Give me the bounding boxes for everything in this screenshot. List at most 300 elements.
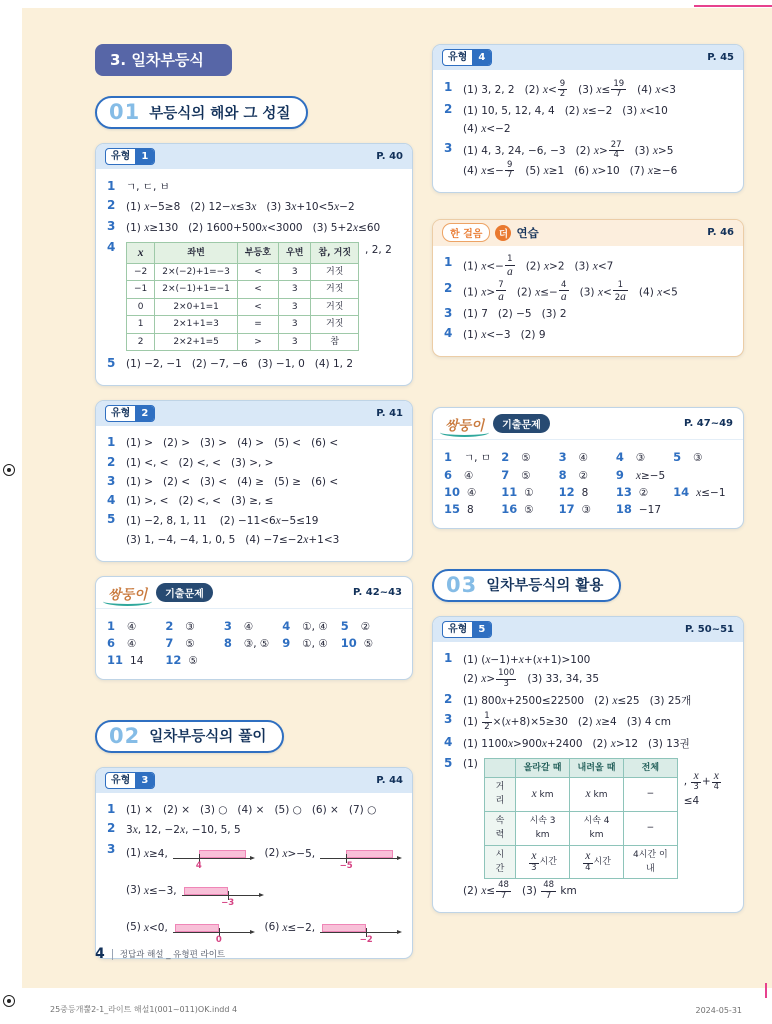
item-number: 1 <box>107 435 116 450</box>
answer-row <box>107 619 404 633</box>
arrowhead-icon <box>397 856 402 860</box>
answer-row <box>444 450 735 465</box>
item-number: 1 <box>444 651 453 665</box>
table-cell: 1 <box>127 316 155 333</box>
answer-number: 15 <box>444 501 461 516</box>
item-number: 3 <box>444 140 453 155</box>
table-cell: −2 <box>127 263 155 280</box>
row-label: 시간 <box>484 845 515 879</box>
section-number: 01 <box>109 100 141 124</box>
registration-mark <box>3 464 15 476</box>
table-cell: 2×0+1=1 <box>155 298 238 315</box>
answer-value: ④ <box>243 620 254 633</box>
sub-item-number: (5) <box>126 921 141 934</box>
table-cell: 3 <box>279 298 311 315</box>
answer-number: 12 <box>558 484 575 499</box>
card-header <box>96 401 412 426</box>
table-header-cell: x <box>127 242 155 263</box>
one-step-practice-card <box>432 219 744 357</box>
item-number: 4 <box>107 239 116 254</box>
page-reference: P. 41 <box>376 407 403 419</box>
table-cell: 2×1+1=3 <box>155 316 238 333</box>
section-number: 03 <box>446 572 478 597</box>
shaded-region <box>322 924 366 932</box>
table-cell: 시속 4 km <box>570 811 624 845</box>
answer-line: (1) > (2) > (3) > (4) > (5) < (6) < <box>126 437 339 450</box>
item-number: 1 <box>444 255 453 270</box>
section-03-header <box>432 569 621 602</box>
type-number: 1 <box>135 149 154 164</box>
item-number: 3 <box>444 306 453 321</box>
answer-value: ④ <box>464 469 474 482</box>
page-reference: P. 50~51 <box>685 623 734 635</box>
arrowhead-icon <box>259 893 264 897</box>
twin-problems-card-1 <box>95 576 413 680</box>
answer-number: 14 <box>673 484 690 499</box>
twin-logo: 쌍둥이 <box>106 583 149 603</box>
answer-item <box>444 80 734 100</box>
arrowhead-icon <box>250 856 255 860</box>
answer-value: ③ <box>635 451 646 464</box>
number-line-item <box>265 919 404 946</box>
answer-item <box>444 735 734 753</box>
card-header <box>433 617 743 642</box>
number-line-item <box>126 845 265 872</box>
answer-item <box>444 756 734 901</box>
type-badge <box>105 405 155 422</box>
table-row <box>484 777 677 811</box>
answer-value: ③, ⑤ <box>243 637 270 650</box>
answer-value: 8 <box>467 503 474 516</box>
number-line-item-empty <box>265 882 404 909</box>
answer-line: (1) 3, 2, 2 (2) x< $\frac{9}{2}$ (3) x≤ $\frac{19}{7}$ (4) x<3 <box>463 78 676 99</box>
table-row <box>127 263 359 280</box>
crop-mark-top <box>694 5 772 7</box>
answer-pair <box>444 502 499 516</box>
table-header-cell: 내려올 때 <box>570 758 624 777</box>
answer-line: (2) x> $\frac{100}{3}$ (3) 33, 34, 35 <box>463 668 600 689</box>
answer-line: (1) x≥130 (2) 1600+500x<3000 (3) 5+2x≤60 <box>126 221 381 234</box>
answer-expression: x≤−3, <box>143 885 177 898</box>
card-header <box>433 220 743 246</box>
table-cell: < <box>237 298 278 315</box>
type-1-card <box>95 143 413 386</box>
answer-value: ③ <box>693 451 703 464</box>
answer-value: 14 <box>130 654 144 667</box>
answer-line: (1) (x−1)+x+(x+1)>100 <box>463 654 591 666</box>
table-cell: − <box>623 811 677 845</box>
type-label: 유형 <box>448 623 468 635</box>
answer-value: ⑤ <box>521 469 531 482</box>
answer-value: ② <box>638 486 649 499</box>
table-cell: −1 <box>127 281 155 298</box>
answer-number: 6 <box>107 635 116 650</box>
answer-pair <box>341 619 397 633</box>
type-badge <box>105 148 155 165</box>
answer-pair <box>616 450 671 465</box>
answer-number: 17 <box>558 501 575 516</box>
item-number: 3 <box>444 712 453 727</box>
table-header-cell: 좌변 <box>155 242 238 263</box>
answer-line: (1) > (2) < (3) < (4) ≥ (5) ≥ (6) < <box>126 475 339 488</box>
answer-line: (1) 4, 3, 24, −6, −3 (2) x> $\frac{27}{4}$ (3) x>5 <box>463 139 674 161</box>
answer-number: 11 <box>501 484 518 499</box>
answer-number: 4 <box>615 449 624 464</box>
answer-pair <box>165 636 221 650</box>
shaded-region <box>175 924 219 932</box>
page-footer <box>95 946 225 962</box>
answer-item <box>107 198 403 216</box>
answer-value: ⑤ <box>185 637 195 650</box>
answer-line: (1) −2, −1 (2) −7, −6 (3) −1, 0 (4) 1, 2 <box>126 358 354 371</box>
answer-row <box>107 653 404 667</box>
truth-table <box>126 242 359 351</box>
answer-number: 1 <box>444 449 453 464</box>
page-reference: P. 47~49 <box>684 418 733 429</box>
item-number: 2 <box>107 197 116 212</box>
answer-expression: x>−5, <box>282 848 316 861</box>
number-line-diagram <box>173 920 255 946</box>
table-cell: 3 <box>279 316 311 333</box>
type-3-card <box>95 767 413 959</box>
answer-pair <box>501 485 556 499</box>
practice-label: 연습 <box>516 225 539 240</box>
card-header <box>433 408 743 440</box>
table-cell: = <box>237 316 278 333</box>
section-01-header <box>95 96 308 129</box>
answer-pair <box>107 619 163 633</box>
answer-number: 5 <box>340 618 349 633</box>
answer-pair <box>224 636 280 650</box>
answer-value: ①, ④ <box>302 620 328 633</box>
answer-pair <box>444 468 499 482</box>
number-line-item <box>126 882 265 909</box>
crop-mark-right <box>765 983 767 998</box>
answer-value: 8 <box>581 486 589 499</box>
table-cell: 거짓 <box>311 316 359 333</box>
answer-number: 8 <box>223 635 232 650</box>
answer-pair <box>559 485 614 499</box>
answer-pair <box>165 619 221 633</box>
item-number: 2 <box>444 691 453 706</box>
answer-line: (1) 800x+2500≤22500 (2) x≤25 (3) 25개 <box>463 694 692 707</box>
item-number: 5 <box>444 755 453 770</box>
page-reference: P. 40 <box>376 151 403 162</box>
answer-line: (1) −2, 8, 1, 11 (2) −11<6x−5≤19 <box>126 515 319 528</box>
sub-item-number: (1) <box>463 757 478 770</box>
type-number: 4 <box>472 50 491 65</box>
sub-item-number: (6) <box>264 921 280 934</box>
number-line-diagram <box>182 883 264 909</box>
table-cell: 0 <box>127 298 155 315</box>
answer-item <box>107 179 403 196</box>
right-column <box>432 44 744 927</box>
answer-line: (1) >, < (2) <, < (3) ≥, ≤ <box>126 495 274 508</box>
answer-item <box>107 240 403 354</box>
answer-value: ⑤ <box>524 503 534 516</box>
answer-pair <box>282 636 338 650</box>
answer-value: x≤−1 <box>696 486 726 499</box>
answer-row <box>444 502 735 516</box>
type-label: 유형 <box>448 52 468 63</box>
answer-number: 10 <box>444 484 461 499</box>
answer-number: 10 <box>340 635 357 650</box>
answer-number: 2 <box>501 449 510 464</box>
table-cell: $\frac{x}{3}$ 시간 <box>516 845 570 879</box>
table-row <box>484 845 677 879</box>
registration-mark <box>3 995 15 1007</box>
type-badge <box>442 49 492 66</box>
table-header-cell: 우변 <box>279 242 311 263</box>
item-number: 5 <box>107 512 116 527</box>
answer-row <box>444 468 735 482</box>
answer-line: (1) 1100x>900x+2400 (2) x>12 (3) 13권 <box>463 737 690 750</box>
footer-divider <box>112 949 113 960</box>
answer-line: (1) x<−3 (2) 9 <box>463 328 546 341</box>
table-row <box>484 811 677 845</box>
section-title: 일차부등식의 풀이 <box>149 729 267 746</box>
answer-value: ② <box>578 469 588 482</box>
answer-line: (1) <, < (2) <, < (3) >, > <box>126 456 274 469</box>
answer-pair <box>673 485 728 499</box>
table-note: , 2, 2 <box>365 243 392 256</box>
answer-row <box>444 485 735 499</box>
print-file-info: 25중등개뿔2-1_라이트 해설1(001~011)OK.indd 4 <box>50 1005 238 1014</box>
item-number: 5 <box>107 356 116 371</box>
answer-pair <box>501 468 556 482</box>
answer-value: ④ <box>467 486 477 499</box>
card-header <box>96 577 412 609</box>
table-cell: 3 <box>279 333 311 350</box>
type-number: 3 <box>135 773 154 788</box>
answer-value: ㄱ, ㅁ <box>464 451 491 464</box>
page-reference: P. 44 <box>376 774 403 786</box>
answer-number: 4 <box>282 618 291 633</box>
twin-tag: 기출문제 <box>156 583 213 602</box>
answer-line: (2) x≤ $\frac{48}{7}$ (3) $\frac{48}{7}$ km <box>463 880 577 901</box>
table-header-cell: 전체 <box>623 758 677 777</box>
step-circle-badge: 더 <box>495 225 511 241</box>
arrowhead-icon <box>250 930 255 934</box>
number-line-answers <box>126 845 403 946</box>
table-cell: x km <box>570 777 624 811</box>
page-reference: P. 45 <box>707 52 734 63</box>
table-cell: 2×(−2)+1=−3 <box>155 263 238 280</box>
answer-number: 2 <box>165 618 174 633</box>
answer-line: (1) 10, 5, 12, 4, 4 (2) x≤−2 (3) x<10 <box>463 104 668 117</box>
card-header <box>433 45 743 70</box>
answer-item <box>444 281 734 304</box>
table-cell: 2×(−1)+1=−1 <box>155 281 238 298</box>
answer-number: 13 <box>615 484 632 499</box>
number-line-item <box>265 845 404 872</box>
answer-item <box>444 141 734 180</box>
item-number: 4 <box>107 493 116 508</box>
answer-number: 18 <box>615 501 632 516</box>
sub-item-number: (1) <box>126 847 141 860</box>
answer-line: (1) × (2) × (3) ○ (4) × (5) ○ (6) × (7) ○ <box>126 804 377 817</box>
arrowhead-icon <box>397 930 402 934</box>
answer-item <box>107 821 403 839</box>
number-line-item <box>126 919 265 946</box>
answer-pair <box>107 653 163 667</box>
step-badge: 한 걸음 <box>442 223 490 242</box>
table-cell: 거짓 <box>311 281 359 298</box>
answer-value: ⑤ <box>188 654 198 667</box>
answer-number: 7 <box>165 635 174 650</box>
answer-item <box>444 255 734 278</box>
type-label: 유형 <box>111 774 131 786</box>
table-cell: $\frac{x}{4}$ 시간 <box>570 845 624 879</box>
item-number: 2 <box>444 280 453 295</box>
answer-pair <box>616 485 671 499</box>
type-label: 유형 <box>111 407 131 419</box>
type-2-card <box>95 400 413 562</box>
answer-number: 5 <box>673 449 682 464</box>
answer-line: (1) 7 (2) −5 (3) 2 <box>463 308 567 321</box>
section-number: 02 <box>109 723 141 748</box>
answer-number: 16 <box>501 501 518 516</box>
item-number: 2 <box>107 821 116 836</box>
answer-item <box>107 219 403 237</box>
point-label: −3 <box>221 898 235 909</box>
table-cell: < <box>237 263 278 280</box>
item-number: 1 <box>107 802 116 817</box>
answer-pair <box>501 502 556 516</box>
page-number: 4 <box>95 946 105 962</box>
item-number: 2 <box>444 101 453 116</box>
table-cell: 2 <box>127 333 155 350</box>
answer-item <box>107 356 403 373</box>
answer-pair <box>501 450 556 465</box>
answer-line: (4) x<−2 <box>463 123 511 136</box>
answer-item <box>444 712 734 732</box>
section-02-header <box>95 720 284 753</box>
type-number: 5 <box>472 622 491 637</box>
sub-item-number: (3) <box>126 884 141 897</box>
answer-item <box>107 842 403 946</box>
point-label: −5 <box>339 861 353 872</box>
table-cell: − <box>623 777 677 811</box>
answer-item <box>107 802 403 819</box>
answer-expression: x≥4, <box>143 848 168 861</box>
answer-value: ① <box>524 486 534 499</box>
answer-item <box>107 435 403 452</box>
table-cell: 2×2+1=5 <box>155 333 238 350</box>
table-cell: < <box>237 281 278 298</box>
answer-expression: x≤−2, <box>282 922 316 935</box>
answer-line: ㄱ, ㄷ, ㅂ <box>126 180 170 193</box>
section-title: 부등식의 해와 그 성질 <box>149 105 291 122</box>
table-cell: 3 <box>279 281 311 298</box>
sub-item-number: (2) <box>264 847 280 860</box>
answer-value: x≥−5 <box>635 469 666 482</box>
table-cell: x km <box>516 777 570 811</box>
answer-line: (1) x<− $\frac{1}{a}$ (2) x>2 (3) x<7 <box>463 254 614 278</box>
item-number: 1 <box>444 79 453 94</box>
page-reference: P. 46 <box>707 227 734 239</box>
answer-value: ⑤ <box>521 451 531 464</box>
answer-number: 9 <box>615 467 624 482</box>
corner-cell <box>484 758 515 777</box>
type-badge <box>442 621 492 638</box>
item-number: 3 <box>107 218 116 233</box>
number-line-diagram <box>320 846 402 872</box>
point-label: −2 <box>359 935 373 946</box>
section-title: 일차부등식의 활용 <box>486 578 604 594</box>
item-number: 1 <box>107 178 116 193</box>
answer-item <box>107 493 403 510</box>
answer-line: (4) x≤− $\frac{9}{7}$ (5) x≥1 (6) x>10 (7) x≥−6 <box>463 159 678 180</box>
answer-pair <box>616 502 671 516</box>
table-cell: 거짓 <box>311 298 359 315</box>
table-header-cell: 올라갈 때 <box>516 758 570 777</box>
twin-tag: 기출문제 <box>493 414 550 433</box>
left-column <box>95 44 413 973</box>
answer-row <box>107 636 404 650</box>
rate-table <box>484 758 678 880</box>
card-header <box>96 144 412 169</box>
chapter-title: 3. 일차부등식 <box>95 44 232 76</box>
answer-pair <box>107 636 163 650</box>
answer-line: (1) $\frac{1}{2}$ ×(x+8)×5≥30 (2) x≥4 (3) 4 cm <box>463 711 671 732</box>
answer-item <box>444 692 734 710</box>
row-label: 속력 <box>484 811 515 845</box>
answer-value: ④ <box>127 637 137 650</box>
answer-item <box>444 306 734 323</box>
table-cell: > <box>237 333 278 350</box>
answer-pair <box>559 502 614 516</box>
answer-pair <box>341 636 397 650</box>
answer-item <box>444 651 734 689</box>
answer-item <box>107 512 403 549</box>
answer-line: (1) x> $\frac{7}{a}$ (2) x≤− $\frac{4}{a}$ (3) x< $\frac{1}{2a}$ (4) x<5 <box>463 279 678 304</box>
point-label: 4 <box>195 861 202 872</box>
answer-pair <box>444 450 499 465</box>
table-cell: 3 <box>279 263 311 280</box>
type-5-card <box>432 616 744 914</box>
card-header <box>96 768 412 793</box>
answer-pair <box>444 485 499 499</box>
table-row <box>127 333 359 350</box>
item-number: 3 <box>107 473 116 488</box>
table-cell: 참 <box>311 333 359 350</box>
answer-number: 8 <box>558 467 567 482</box>
answer-value: −17 <box>638 503 662 516</box>
answer-line: (1) x−5≥8 (2) 12−x≤3x (3) 3x+10<5x−2 <box>126 200 355 213</box>
table-cell: 거짓 <box>311 263 359 280</box>
table-header-cell: 참, 거짓 <box>311 242 359 263</box>
answer-item <box>444 102 734 139</box>
type-number: 2 <box>135 406 154 421</box>
answer-number: 1 <box>107 618 116 633</box>
page-reference: P. 42~43 <box>353 587 402 599</box>
table-cell: 4시간 이내 <box>623 845 677 879</box>
number-line-diagram <box>320 920 402 946</box>
table-row <box>127 316 359 333</box>
twin-problems-card-2 <box>432 407 744 529</box>
answer-number: 12 <box>165 652 182 667</box>
answer-pair <box>559 450 614 465</box>
type-badge <box>105 772 155 789</box>
table-cell: 시속 3 km <box>516 811 570 845</box>
shaded-region <box>184 887 228 895</box>
answer-value: ①, ④ <box>302 637 328 650</box>
type-4-card <box>432 44 744 193</box>
footer-caption: 정답과 해설 _ 유형편 라이트 <box>119 950 226 960</box>
answer-pair <box>224 619 280 633</box>
answer-value: ② <box>360 620 371 633</box>
